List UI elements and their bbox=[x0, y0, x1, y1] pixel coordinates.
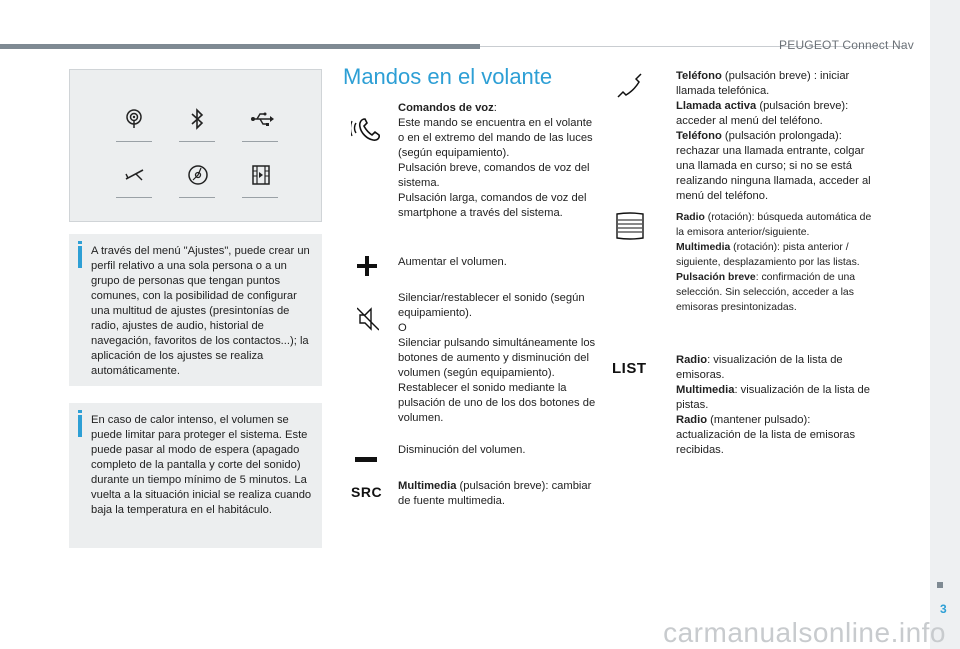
watermark: carmanualsonline.info bbox=[663, 617, 946, 648]
phone-label-2: Llamada activa bbox=[676, 100, 757, 112]
margin-band bbox=[930, 0, 960, 649]
voice-text: : Este mando se encuentra en el volante o en el extremo del mando de las luces (según equipamiento). Pulsación breve, comandos de voz del sistema. Pulsación larga, comandos de voz del smartphone a través del sistema. bbox=[398, 102, 593, 219]
wheel-label-3: Pulsación breve bbox=[676, 272, 756, 283]
wheel-text-1: (rotación): búsqueda automática de la emisora anterior/siguiente. bbox=[676, 212, 872, 238]
wheel-text-2: (rotación): pista anterior / siguiente, desplazamiento por las listas. bbox=[676, 242, 860, 268]
info-marker-icon bbox=[78, 415, 82, 437]
continue-marker bbox=[937, 582, 943, 588]
aux-cable-icon bbox=[116, 158, 152, 198]
phone-text-3: (pulsación prolongada): rechazar una llamada entrante, colgar una llamada en curso; si no se está realizando ninguna llamada, acceder al menú del teléfono. bbox=[676, 130, 871, 202]
usb-icon bbox=[242, 102, 278, 142]
mute-text: Silenciar/restablecer el sonido (según equipamiento). O Silenciar pulsando simultáneamente los botones de aumento y disminución del volumen (según equipamiento). Restablecer el sonido mediante la pulsación de uno de los dos botones de volumen. bbox=[398, 292, 596, 424]
multimedia-text: (pulsación breve): cambiar de fuente multimedia. bbox=[398, 480, 592, 507]
phone-text-1: (pulsación breve) : iniciar llamada telefónica. bbox=[676, 70, 850, 97]
list-text-2: : visualización de la lista de pistas. bbox=[676, 384, 871, 411]
phone-label-3: Teléfono bbox=[676, 130, 722, 142]
note-text: A través del menú "Ajustes", puede crear un perfil relativo a una sola persona o a un grupo de personas que tengan puntos comunes, con la posibilidad de configurar una multitud de ajustes (presintonías de radio, ajustes de audio, historial de navegación, favoritos de los contactos...); la aplicación de los ajustes se realiza automáticamente. bbox=[91, 245, 310, 377]
thumbwheel-icon bbox=[615, 212, 645, 245]
header-rule bbox=[0, 44, 480, 49]
multimedia-description bbox=[398, 479, 598, 509]
list-label-1: Radio bbox=[676, 354, 708, 366]
thumbwheel-description bbox=[676, 210, 876, 315]
phone-label-1: Teléfono bbox=[676, 70, 722, 82]
wheel-text-3: : confirmación de una selección. Sin selección, acceder a las emisoras presintonizadas. bbox=[676, 272, 856, 313]
voice-title: Comandos de voz bbox=[398, 102, 494, 114]
mute-icon bbox=[357, 306, 379, 337]
list-label-3: Radio bbox=[676, 414, 708, 426]
bluetooth-icon bbox=[179, 102, 215, 142]
multimedia-title: Multimedia bbox=[398, 480, 457, 492]
phone-handset-icon bbox=[615, 73, 643, 104]
page-number: 3 bbox=[940, 602, 947, 616]
info-marker-icon bbox=[78, 246, 82, 268]
voice-description bbox=[398, 101, 598, 221]
list-label-2: Multimedia bbox=[676, 384, 735, 396]
list-text-3: (mantener pulsado): actualización de la lista de emisoras recibidas. bbox=[676, 414, 856, 456]
volume-down-icon bbox=[355, 450, 377, 468]
video-icon bbox=[242, 158, 278, 198]
voice-command-icon bbox=[351, 111, 383, 148]
volume-up-text: Aumentar el volumen. bbox=[398, 256, 507, 268]
phone-description bbox=[676, 69, 871, 204]
list-description bbox=[676, 353, 871, 458]
source-icons-panel bbox=[69, 69, 322, 222]
info-note-profiles bbox=[69, 234, 322, 386]
brand-title: PEUGEOT Connect Nav bbox=[779, 38, 914, 52]
cd-icon bbox=[179, 158, 215, 198]
wheel-label-1: Radio bbox=[676, 212, 705, 223]
wheel-label-2: Multimedia bbox=[676, 242, 731, 253]
volume-down-text: Disminución del volumen. bbox=[398, 444, 526, 456]
list-button-label: LIST bbox=[612, 360, 647, 377]
section-title: Mandos en el volante bbox=[343, 64, 553, 89]
note-text: En caso de calor intenso, el volumen se puede limitar para proteger el sistema. Este puede pasar al modo de espera (apagado completo de la pantalla y corte del sonido) durante un tiempo mínimo de 5 minutos. La vuelta a la situación inicial se realiza cuando baja la temperatura en el habitáculo. bbox=[91, 414, 312, 516]
podcast-icon bbox=[116, 102, 152, 142]
src-button-label: SRC bbox=[351, 484, 383, 500]
phone-text-2: (pulsación breve): acceder al menú del teléfono. bbox=[676, 100, 849, 127]
list-text-1: : visualización de la lista de emisoras. bbox=[676, 354, 843, 381]
volume-up-icon bbox=[357, 256, 377, 281]
info-note-heat bbox=[69, 403, 322, 548]
